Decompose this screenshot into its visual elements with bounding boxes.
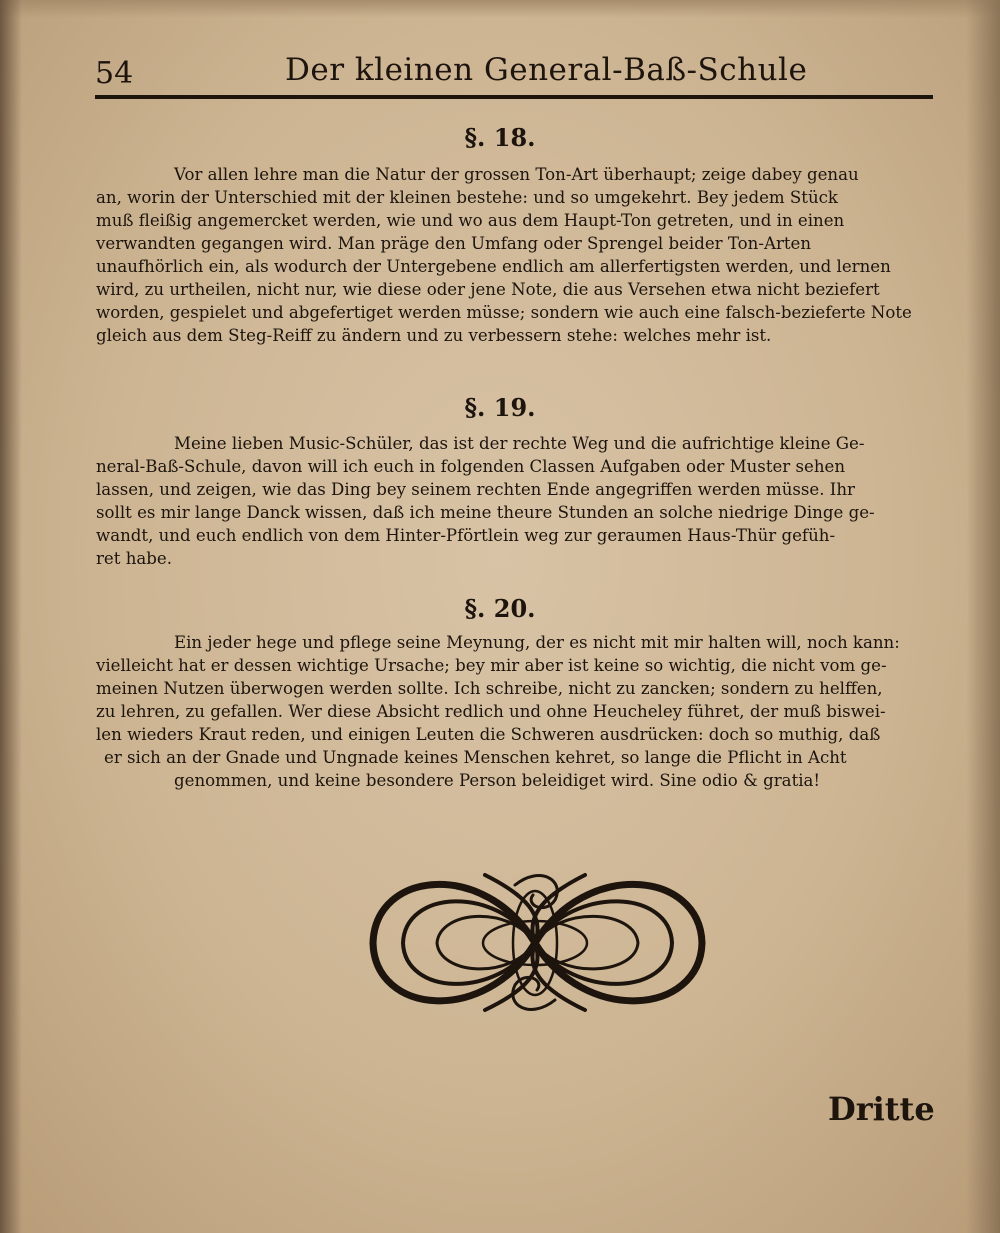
text-line: neral-Baß-Schule, davon will ich euch in folgenden Classen Aufgaben oder Muster sehen — [96, 457, 846, 476]
text-line: wird, zu urtheilen, nicht nur, wie diese oder jene Note, die aus Versehen etwa nicht beziefert — [96, 280, 880, 299]
section-heading-20: §. 20. — [464, 594, 536, 623]
header-rule — [95, 95, 933, 99]
text-line: meinen Nutzen überwogen werden sollte. Ich schreibe, nicht zu zancken; sondern zu helffen, — [96, 679, 883, 698]
text-line: sollt es mir lange Danck wissen, daß ich meine theure Stunden an solche niedrige Dinge ge- — [96, 503, 875, 522]
page-number: 54 — [95, 56, 134, 91]
text-line: worden, gespielet und abgefertiget werden müsse; sondern wie auch eine falsch-bezieferte Note — [96, 303, 912, 322]
text-line: unaufhörlich ein, als wodurch der Untergebene endlich am allerfertigsten werden, und lernen — [96, 257, 891, 276]
text-line: Ein jeder hege und pflege seine Meynung, der es nicht mit mir halten will, noch kann: — [174, 633, 900, 652]
paragraph-19 — [96, 432, 936, 570]
paragraph-20 — [96, 631, 936, 792]
text-line: ret habe. — [96, 549, 172, 568]
section-heading-19: §. 19. — [464, 393, 536, 422]
text-line: lassen, und zeigen, wie das Ding bey seinem rechten Ende angegriffen werden müsse. Ihr — [96, 480, 855, 499]
catchword: Dritte — [828, 1090, 935, 1128]
text-line: wandt, und euch endlich von dem Hinter-Pförtlein weg zur geraumen Haus-Thür gefüh- — [96, 526, 836, 545]
text-line: gleich aus dem Steg-Reiff zu ändern und zu verbessern stehe: welches mehr ist. — [96, 326, 772, 345]
text-line: Meine lieben Music-Schüler, das ist der rechte Weg und die aufrichtige kleine Ge- — [174, 434, 865, 453]
text-line: vielleicht hat er dessen wichtige Ursache; bey mir aber ist keine so wichtig, die nicht vom ge- — [96, 656, 887, 675]
calligraphic-ornament-icon — [365, 855, 710, 1030]
page-header — [95, 50, 935, 92]
text-line: er sich an der Gnade und Ungnade keines Menschen kehret, so lange die Pflicht in Acht — [104, 748, 847, 767]
section-heading-18: §. 18. — [464, 123, 536, 152]
paragraph-18 — [96, 163, 936, 347]
text-line: len wieders Kraut reden, und einigen Leuten die Schweren ausdrücken: doch so muthig, daß — [96, 725, 881, 744]
text-line: Vor allen lehre man die Natur der grossen Ton-Art überhaupt; zeige dabey genau — [174, 165, 859, 184]
text-line: muß fleißig angemercket werden, wie und wo aus dem Haupt-Ton getreten, und in einen — [96, 211, 845, 230]
running-title: Der kleinen General-Baß-Schule — [285, 52, 808, 88]
text-line: verwandten gegangen wird. Man präge den Umfang oder Sprengel beider Ton-Arten — [96, 234, 812, 253]
text-line: an, worin der Unterschied mit der kleinen bestehe: und so umgekehrt. Bey jedem Stück — [96, 188, 838, 207]
text-line: zu lehren, zu gefallen. Wer diese Absicht redlich und ohne Heucheley führet, der muß biswei- — [96, 702, 886, 721]
page-edge-top — [0, 0, 1000, 18]
text-line: genommen, und keine besondere Person beleidiget wird. Sine odio & gratia! — [174, 771, 821, 790]
